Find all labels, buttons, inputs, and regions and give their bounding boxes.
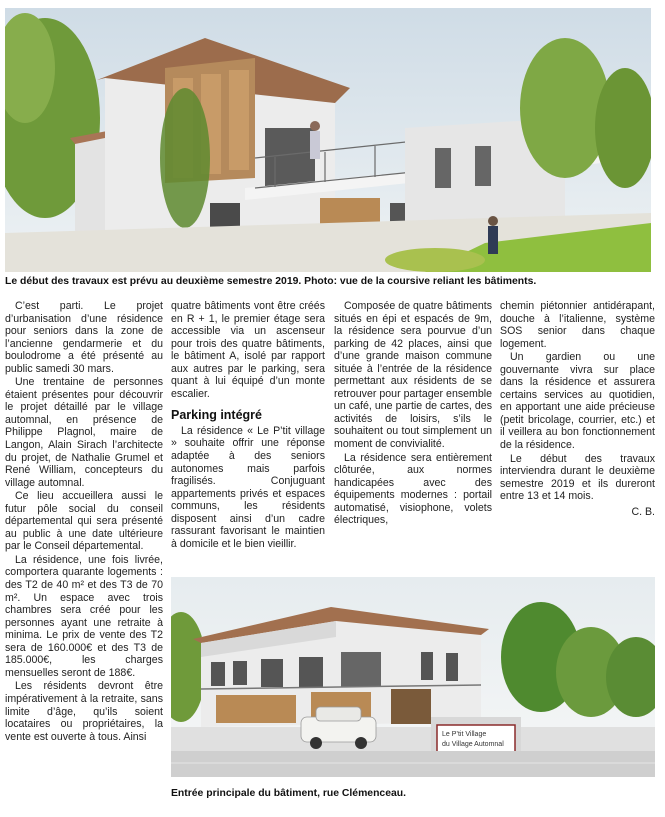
paragraph: Un gardien ou une gouvernante vivra sur place dans la résidence et assurera certains services au quotidien, en apportant une aide précieuse (petit bricolage, courrier, etc.) et il veillera au bon fonctionnement de la résidence. — [500, 351, 655, 452]
paragraph: quatre bâtiments vont être créés en R + 1, le premier étage sera accessible via un ascenseur pour trois des quatre bâtiments, le bâtiment A, isolé par rapport aux autres par le parking, sera quant à lui équipé d’un monte escalier. — [171, 300, 325, 400]
photo-walkway-render — [5, 8, 651, 272]
article-column-3 — [334, 300, 492, 527]
entrance-illustration — [171, 577, 655, 777]
paragraph: Une trentaine de personnes étaient présentes pour découvrir le projet détaillé par le village automnal, en présence de Philippe Plagnol, maire de Langon, Alain Sirach l’architecte du projet, de Nathalie Grumel et René William, concepteurs du village automnal. — [5, 376, 163, 489]
sign-text-line1: Le P’tit Village — [442, 731, 487, 738]
paragraph: Les résidents devront être impérativement à la retraite, sans limite d’âge, qu’ils soient locataires ou propriétaires, la vente est ouverte à tous. Ainsi — [5, 680, 163, 743]
paragraph: Ce lieu accueillera aussi le futur pôle social du conseil départemental qui sera présenté au public à une date ultérieure par le Conseil départemental. — [5, 490, 163, 553]
walkway-illustration — [5, 8, 651, 272]
paragraph: La résidence sera entièrement clôturée, aux normes handicapées avec des équipements modernes : portail automatisé, visiophone, volets électriques, — [334, 451, 492, 527]
article-column-4 — [500, 300, 655, 518]
paragraph: La résidence « Le P’tit village » souhaite offrir une réponse adaptée à des seniors autonomes mais parfois fragilisés. Conjuguant appartements privés et espaces communs, les résidents disposent ainsi d’un cadre rassurant favorisant le maintien à domicile et le bien vieillir. — [171, 424, 325, 550]
author-signature: C. B. — [631, 505, 655, 518]
paragraph: chemin piétonnier antidérapant, douche à l’italienne, système SOS senior dans chaque logement. — [500, 300, 655, 350]
photo-entrance-render — [171, 577, 655, 777]
paragraph: C’est parti. Le projet d’urbanisation d’une résidence pour seniors dans la zone de l’ancienne gendarmerie et du boulodrome a été présenté au public samedi 30 mars. — [5, 300, 163, 375]
paragraph: La résidence, une fois livrée, comportera quarante logements : des T2 de 40 m² et des T3 de 70 m². Un espace avec trois chambres sera créé pour les personnes ayant une retraite à minima. Le prix de vente des T2 sera de 160.000€ et des T3 de 185.000€, les charges mensuelles seront de 188€. — [5, 553, 163, 679]
article-column-1 — [5, 300, 163, 743]
bottom-photo-caption: Entrée principale du bâtiment, rue Clémenceau. — [171, 788, 407, 799]
sign-text-line2: du Village Automnal — [442, 741, 504, 748]
top-photo-caption: Le début des travaux est prévu au deuxième semestre 2019. Photo: vue de la coursive reliant les bâtiments. — [5, 276, 537, 287]
paragraph: Composée de quatre bâtiments situés en épi et espacés de 9m, la résidence sera pourvue d’un parking de 42 places, ainsi que d’une grande maison commune située à l’entrée de la résidence permettant aux résidents de se retrouver pour partager ensemble un café, une partie de cartes, des activités de loisirs, s’ils le souhaitent ou tout simplement un moment de convivialité. — [334, 300, 492, 451]
paragraph: Le début des travaux interviendra durant le deuxième semestre 2019 et ils dureront entre 13 et 14 mois. — [500, 452, 655, 503]
article-column-2 — [171, 300, 325, 550]
subheading: Parking intégré — [171, 408, 262, 423]
